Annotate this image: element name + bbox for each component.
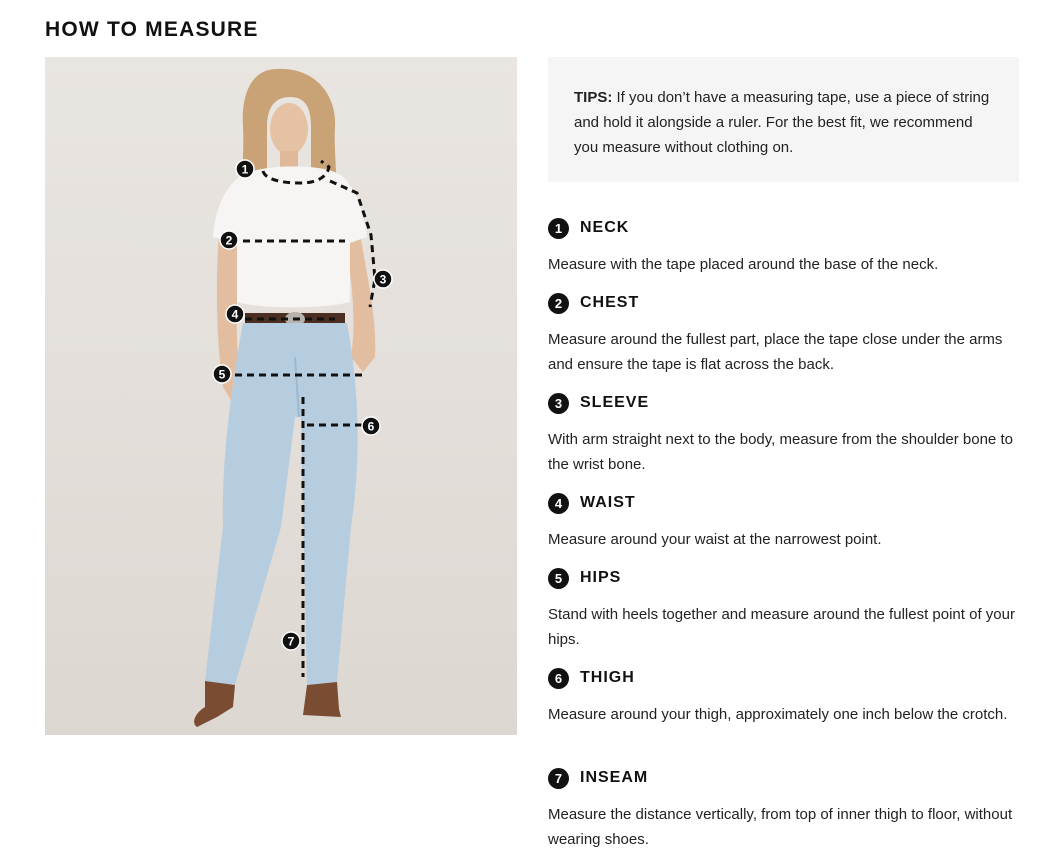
marker-6 xyxy=(362,417,380,435)
tips-label: TIPS: xyxy=(574,89,613,106)
step-description: Measure around your waist at the narrowest point. xyxy=(548,531,882,548)
step-description: Stand with heels together and measure around the fullest point of your hips. xyxy=(548,606,1015,648)
step-inseam xyxy=(548,764,1028,852)
page-title: HOW TO MEASURE xyxy=(45,18,259,41)
svg-text:5: 5 xyxy=(218,367,226,382)
tips-text: If you don’t have a measuring tape, use a piece of string and hold it alongside a ruler. For the best fit, we recommend you measure without clothing on. xyxy=(574,89,990,156)
step-sleeve xyxy=(548,389,1028,489)
marker-4 xyxy=(226,305,244,323)
svg-text:6: 6 xyxy=(367,419,375,434)
step-waist xyxy=(548,489,1028,564)
step-hips xyxy=(548,564,1028,664)
step-number-badge: 6 xyxy=(548,668,569,689)
marker-2 xyxy=(220,231,238,249)
marker-5 xyxy=(213,365,231,383)
step-neck xyxy=(548,214,1028,289)
step-description: With arm straight next to the body, measure from the shoulder bone to the wrist bone. xyxy=(548,431,1013,473)
step-number-badge: 5 xyxy=(548,568,569,589)
step-number-badge: 1 xyxy=(548,218,569,239)
step-title: NECK xyxy=(580,219,630,236)
svg-text:1: 1 xyxy=(241,162,249,177)
step-title: HIPS xyxy=(580,569,622,586)
step-thigh xyxy=(548,664,1028,764)
step-number-badge: 4 xyxy=(548,493,569,514)
step-description: Measure around the fullest part, place the tape close under the arms and ensure the tape is flat across the back. xyxy=(548,331,1003,373)
svg-text:2: 2 xyxy=(225,233,233,248)
svg-text:4: 4 xyxy=(231,307,239,322)
marker-3 xyxy=(374,270,392,288)
measurement-figure xyxy=(45,57,517,735)
svg-text:3: 3 xyxy=(379,272,387,287)
tips-box xyxy=(548,57,1019,182)
step-title: WAIST xyxy=(580,494,636,511)
step-number-badge: 3 xyxy=(548,393,569,414)
step-title: CHEST xyxy=(580,294,640,311)
step-description: Measure around your thigh, approximately one inch below the crotch. xyxy=(548,706,1008,723)
measurement-steps xyxy=(548,214,1028,852)
marker-7 xyxy=(282,632,300,650)
step-title: INSEAM xyxy=(580,769,649,786)
model-illustration xyxy=(45,57,517,735)
step-chest xyxy=(548,289,1028,389)
svg-text:7: 7 xyxy=(287,634,295,649)
step-number-badge: 2 xyxy=(548,293,569,314)
step-title: SLEEVE xyxy=(580,394,650,411)
step-description: Measure the distance vertically, from top of inner thigh to floor, without wearing shoes. xyxy=(548,806,1013,848)
step-title: THIGH xyxy=(580,669,635,686)
step-number-badge: 7 xyxy=(548,768,569,789)
step-description: Measure with the tape placed around the base of the neck. xyxy=(548,256,939,273)
marker-1 xyxy=(236,160,254,178)
